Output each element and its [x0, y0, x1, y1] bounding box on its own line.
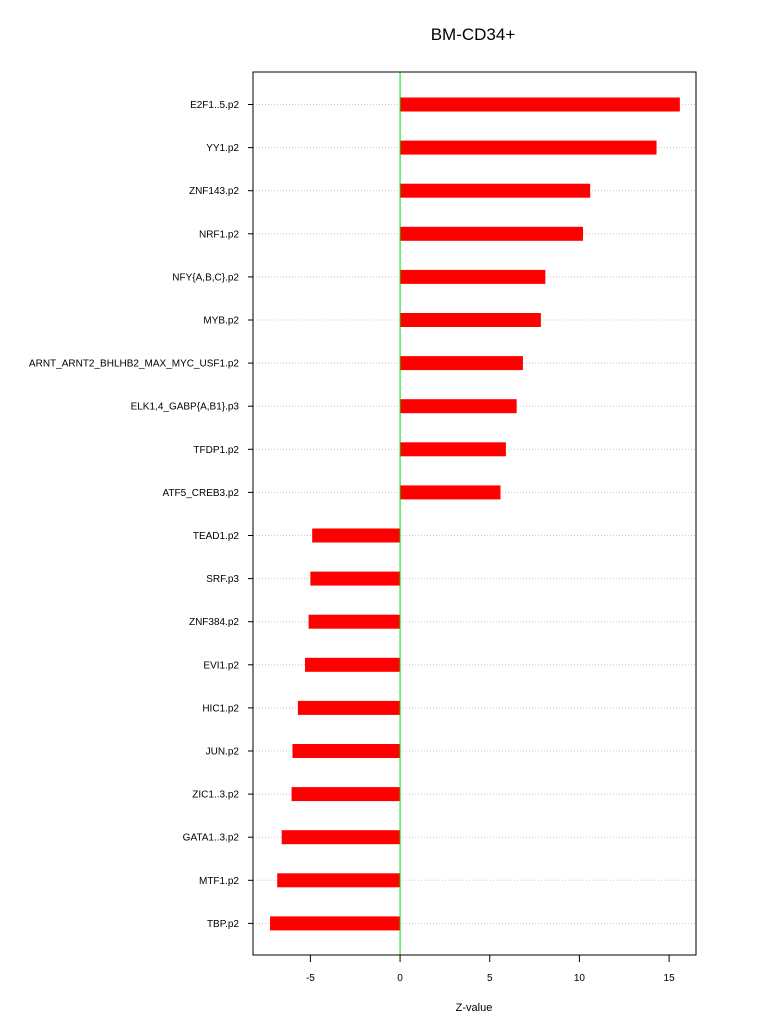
x-tick-label: 5 [486, 973, 493, 984]
bar [400, 227, 583, 241]
x-tick-label: 15 [663, 973, 675, 984]
y-tick-label: ELK1,4_GABP{A,B1}.p3 [130, 401, 239, 413]
x-axis [306, 955, 675, 984]
y-tick-label: JUN.p2 [205, 746, 239, 758]
y-tick-label: ZIC1..3.p2 [192, 789, 239, 801]
bar [277, 873, 400, 887]
bar [400, 141, 656, 155]
y-tick-label: GATA1..3.p2 [182, 832, 239, 844]
bar [312, 529, 400, 543]
bar [310, 572, 400, 586]
bar [400, 485, 500, 499]
y-tick-label: MYB.p2 [203, 315, 239, 327]
bar [309, 615, 400, 629]
chart-title: BM-CD34+ [430, 25, 516, 44]
y-tick-label: TFDP1.p2 [193, 444, 239, 456]
y-tick-label: NFY{A,B,C}.p2 [172, 272, 239, 284]
bar [400, 184, 590, 198]
y-tick-label: HIC1.p2 [202, 703, 239, 715]
y-tick-label: E2F1..5.p2 [190, 100, 239, 111]
y-axis [29, 100, 253, 930]
plot-frame [253, 72, 696, 955]
y-tick-label: YY1.p2 [206, 143, 239, 155]
bar [400, 313, 541, 327]
bar [305, 658, 400, 672]
y-tick-label: MTF1.p2 [198, 875, 239, 887]
y-tick-label: ARNT_ARNT2_BHLHB2_MAX_MYC_USF1.p2 [28, 358, 239, 370]
bar [400, 399, 517, 413]
y-tick-label: ZNF384.p2 [188, 617, 239, 629]
bar [400, 270, 545, 284]
y-tick-label: TBP.p2 [206, 918, 239, 930]
bar [292, 787, 401, 801]
y-tick-label: ZNF143.p2 [188, 186, 239, 198]
bar [400, 356, 523, 370]
x-axis-label: Z-value [455, 1002, 493, 1014]
x-tick-label: 10 [573, 973, 585, 984]
bar [282, 830, 400, 844]
bar [400, 98, 680, 112]
bar [400, 442, 506, 456]
y-tick-label: SRF.p3 [206, 574, 239, 586]
bar [270, 916, 400, 930]
bar [292, 744, 400, 758]
y-tick-label: EVI1.p2 [203, 660, 239, 672]
bar [298, 701, 400, 715]
bars [270, 98, 680, 931]
x-tick-label: -5 [305, 973, 315, 984]
y-tick-label: ATF5_CREB3.p2 [162, 487, 239, 499]
y-tick-label: TEAD1.p2 [192, 531, 239, 542]
y-tick-label: NRF1.p2 [198, 229, 239, 241]
x-tick-label: 0 [397, 973, 403, 984]
